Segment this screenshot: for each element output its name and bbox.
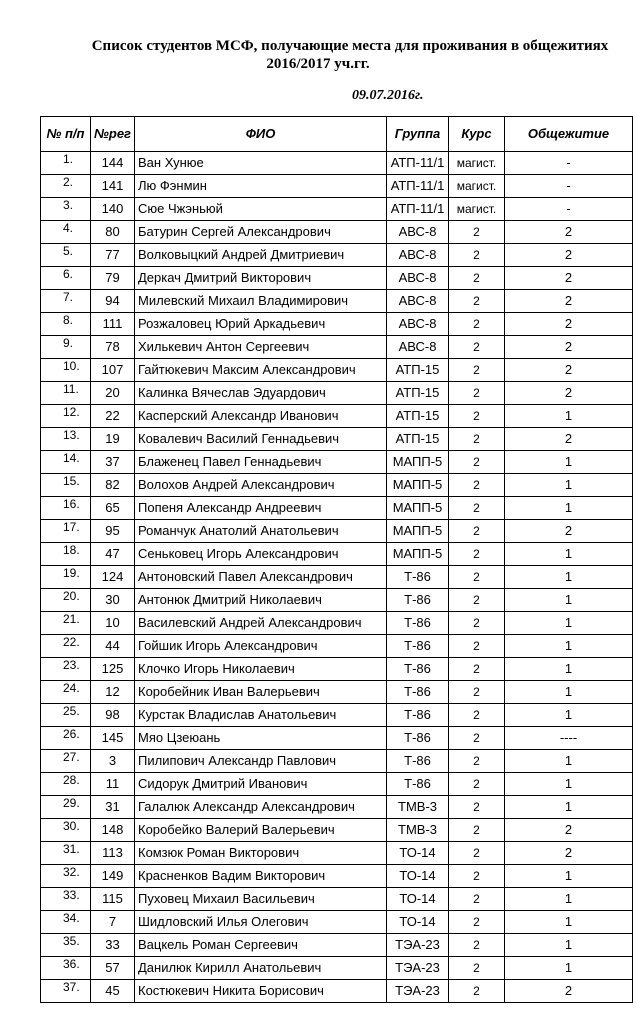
row-number: 30.: [41, 819, 91, 842]
row-group: ТЭА-23: [387, 980, 449, 1003]
row-group: Т-86: [387, 612, 449, 635]
row-group: Т-86: [387, 750, 449, 773]
row-number: 17.: [41, 520, 91, 543]
row-number: 36.: [41, 957, 91, 980]
row-reg: 12: [91, 681, 135, 704]
row-group: ТМВ-3: [387, 796, 449, 819]
row-dorm: 2: [505, 819, 633, 842]
row-dorm: 2: [505, 980, 633, 1003]
row-number: 24.: [41, 681, 91, 704]
row-course: 2: [449, 888, 505, 911]
row-reg: 125: [91, 658, 135, 681]
row-number: 5.: [41, 244, 91, 267]
row-course: 2: [449, 750, 505, 773]
row-dorm: 1: [505, 934, 633, 957]
document-title-line2: 2016/2017 уч.гг.: [266, 56, 370, 72]
row-course: 2: [449, 405, 505, 428]
row-dorm: 1: [505, 405, 633, 428]
row-number: 34.: [41, 911, 91, 934]
row-course: 2: [449, 658, 505, 681]
row-dorm: 1: [505, 474, 633, 497]
row-course: 2: [449, 382, 505, 405]
row-reg: 57: [91, 957, 135, 980]
col-header-reg: №рег: [91, 117, 135, 152]
row-group: ТМВ-3: [387, 819, 449, 842]
row-fio: Сидорук Дмитрий Иванович: [135, 773, 387, 796]
row-fio: Пуховец Михаил Васильевич: [135, 888, 387, 911]
row-reg: 37: [91, 451, 135, 474]
row-dorm: 1: [505, 911, 633, 934]
row-reg: 19: [91, 428, 135, 451]
row-number: 20.: [41, 589, 91, 612]
row-reg: 11: [91, 773, 135, 796]
row-number: 4.: [41, 221, 91, 244]
row-fio: Хилькевич Антон Сергеевич: [135, 336, 387, 359]
col-header-number: № п/п: [41, 117, 91, 152]
row-fio: Коробейко Валерий Валерьевич: [135, 819, 387, 842]
row-fio: Данилюк Кирилл Анатольевич: [135, 957, 387, 980]
table-row: [41, 451, 633, 474]
row-number: 32.: [41, 865, 91, 888]
row-group: Т-86: [387, 773, 449, 796]
row-reg: 10: [91, 612, 135, 635]
table-row: [41, 313, 633, 336]
row-reg: 141: [91, 175, 135, 198]
row-number: 10.: [41, 359, 91, 382]
row-number: 18.: [41, 543, 91, 566]
row-group: ТЭА-23: [387, 957, 449, 980]
row-group: АВС-8: [387, 313, 449, 336]
table-row: [41, 474, 633, 497]
row-dorm: 2: [505, 267, 633, 290]
row-dorm: 2: [505, 382, 633, 405]
row-number: 14.: [41, 451, 91, 474]
row-dorm: 1: [505, 451, 633, 474]
row-dorm: 1: [505, 497, 633, 520]
row-reg: 115: [91, 888, 135, 911]
row-course: 2: [449, 221, 505, 244]
row-course: 2: [449, 773, 505, 796]
row-course: 2: [449, 612, 505, 635]
row-group: МАПП-5: [387, 451, 449, 474]
row-fio: Красненков Вадим Викторович: [135, 865, 387, 888]
row-dorm: 1: [505, 865, 633, 888]
row-dorm: 2: [505, 359, 633, 382]
row-course: магист.: [449, 198, 505, 221]
row-course: 2: [449, 589, 505, 612]
row-fio: Волковыцкий Андрей Дмитриевич: [135, 244, 387, 267]
table-row: [41, 704, 633, 727]
row-group: Т-86: [387, 635, 449, 658]
row-fio: Блаженец Павел Геннадьевич: [135, 451, 387, 474]
row-fio: Гойшик Игорь Александрович: [135, 635, 387, 658]
row-fio: Мяо Цзеюань: [135, 727, 387, 750]
col-header-dorm: Общежитие: [505, 117, 633, 152]
table-row: [41, 727, 633, 750]
row-fio: Антонюк Дмитрий Николаевич: [135, 589, 387, 612]
row-reg: 82: [91, 474, 135, 497]
row-reg: 47: [91, 543, 135, 566]
table-header-row: [41, 117, 633, 152]
table-row: [41, 980, 633, 1003]
row-dorm: 1: [505, 796, 633, 819]
row-course: 2: [449, 911, 505, 934]
row-reg: 65: [91, 497, 135, 520]
table-row: [41, 681, 633, 704]
row-course: 2: [449, 796, 505, 819]
row-dorm: 1: [505, 566, 633, 589]
row-reg: 95: [91, 520, 135, 543]
row-reg: 124: [91, 566, 135, 589]
row-reg: 20: [91, 382, 135, 405]
table-row: [41, 520, 633, 543]
row-fio: Пилипович Александр Павлович: [135, 750, 387, 773]
row-course: 2: [449, 681, 505, 704]
row-number: 35.: [41, 934, 91, 957]
row-dorm: 1: [505, 543, 633, 566]
row-number: 9.: [41, 336, 91, 359]
row-number: 6.: [41, 267, 91, 290]
row-fio: Волохов Андрей Александрович: [135, 474, 387, 497]
row-group: МАПП-5: [387, 497, 449, 520]
row-course: 2: [449, 336, 505, 359]
row-fio: Комзюк Роман Викторович: [135, 842, 387, 865]
row-number: 15.: [41, 474, 91, 497]
row-group: АВС-8: [387, 267, 449, 290]
col-header-course: Курс: [449, 117, 505, 152]
row-course: магист.: [449, 152, 505, 175]
row-fio: Ван Хунюе: [135, 152, 387, 175]
row-fio: Сеньковец Игорь Александрович: [135, 543, 387, 566]
row-number: 21.: [41, 612, 91, 635]
row-reg: 111: [91, 313, 135, 336]
row-reg: 98: [91, 704, 135, 727]
row-dorm: 1: [505, 635, 633, 658]
row-dorm: 2: [505, 428, 633, 451]
row-dorm: -: [505, 198, 633, 221]
row-reg: 7: [91, 911, 135, 934]
row-number: 31.: [41, 842, 91, 865]
row-reg: 80: [91, 221, 135, 244]
table-row: [41, 658, 633, 681]
row-dorm: 1: [505, 681, 633, 704]
row-reg: 22: [91, 405, 135, 428]
row-fio: Коробейник Иван Валерьевич: [135, 681, 387, 704]
row-reg: 79: [91, 267, 135, 290]
row-reg: 78: [91, 336, 135, 359]
row-fio: Василевский Андрей Александрович: [135, 612, 387, 635]
students-table: [40, 116, 633, 1003]
row-group: Т-86: [387, 658, 449, 681]
row-course: 2: [449, 819, 505, 842]
row-course: 2: [449, 451, 505, 474]
table-row: [41, 566, 633, 589]
row-fio: Курстак Владислав Анатольевич: [135, 704, 387, 727]
table-row: [41, 336, 633, 359]
row-dorm: -: [505, 152, 633, 175]
row-fio: Романчук Анатолий Анатольевич: [135, 520, 387, 543]
table-row: [41, 198, 633, 221]
row-reg: 31: [91, 796, 135, 819]
row-number: 11.: [41, 382, 91, 405]
row-fio: Касперский Александр Иванович: [135, 405, 387, 428]
row-fio: Калинка Вячеслав Эдуардович: [135, 382, 387, 405]
row-reg: 107: [91, 359, 135, 382]
row-group: ТЭА-23: [387, 934, 449, 957]
row-fio: Вацкель Роман Сергеевич: [135, 934, 387, 957]
row-dorm: 1: [505, 704, 633, 727]
row-number: 33.: [41, 888, 91, 911]
row-reg: 44: [91, 635, 135, 658]
row-group: МАПП-5: [387, 520, 449, 543]
row-group: Т-86: [387, 566, 449, 589]
table-row: [41, 382, 633, 405]
row-reg: 33: [91, 934, 135, 957]
row-group: ТО-14: [387, 888, 449, 911]
row-course: 2: [449, 359, 505, 382]
row-dorm: 2: [505, 313, 633, 336]
table-row: [41, 221, 633, 244]
row-dorm: 2: [505, 842, 633, 865]
row-dorm: 2: [505, 336, 633, 359]
row-group: ТО-14: [387, 911, 449, 934]
row-course: 2: [449, 566, 505, 589]
row-reg: 30: [91, 589, 135, 612]
row-group: АВС-8: [387, 221, 449, 244]
row-group: Т-86: [387, 681, 449, 704]
row-number: 19.: [41, 566, 91, 589]
table-row: [41, 911, 633, 934]
row-group: АТП-15: [387, 382, 449, 405]
row-number: 25.: [41, 704, 91, 727]
document-date: 09.07.2016г.: [352, 88, 424, 103]
row-fio: Милевский Михаил Владимирович: [135, 290, 387, 313]
row-reg: 148: [91, 819, 135, 842]
row-course: 2: [449, 934, 505, 957]
row-course: 2: [449, 474, 505, 497]
row-reg: 3: [91, 750, 135, 773]
table-row: [41, 750, 633, 773]
row-course: 2: [449, 267, 505, 290]
table-row: [41, 244, 633, 267]
row-course: 2: [449, 635, 505, 658]
table-row: [41, 842, 633, 865]
row-number: 28.: [41, 773, 91, 796]
row-course: 2: [449, 543, 505, 566]
row-group: АВС-8: [387, 336, 449, 359]
table-row: [41, 796, 633, 819]
table-row: [41, 359, 633, 382]
row-dorm: 1: [505, 589, 633, 612]
row-reg: 149: [91, 865, 135, 888]
table-row: [41, 865, 633, 888]
table-row: [41, 405, 633, 428]
row-fio: Ковалевич Василий Геннадьевич: [135, 428, 387, 451]
row-course: 2: [449, 727, 505, 750]
row-course: 2: [449, 244, 505, 267]
row-reg: 94: [91, 290, 135, 313]
row-course: 2: [449, 842, 505, 865]
row-number: 7.: [41, 290, 91, 313]
row-fio: Клочко Игорь Николаевич: [135, 658, 387, 681]
col-header-fio: ФИО: [135, 117, 387, 152]
row-group: ТО-14: [387, 865, 449, 888]
row-fio: Розжаловец Юрий Аркадьевич: [135, 313, 387, 336]
table-row: [41, 267, 633, 290]
row-group: АТП-15: [387, 359, 449, 382]
table-row: [41, 888, 633, 911]
table-row: [41, 290, 633, 313]
row-fio: Сюе Чжэньюй: [135, 198, 387, 221]
row-group: Т-86: [387, 727, 449, 750]
row-group: Т-86: [387, 704, 449, 727]
table-row: [41, 819, 633, 842]
row-reg: 145: [91, 727, 135, 750]
row-dorm: 1: [505, 612, 633, 635]
row-course: 2: [449, 980, 505, 1003]
row-dorm: 1: [505, 658, 633, 681]
row-number: 27.: [41, 750, 91, 773]
row-dorm: 2: [505, 221, 633, 244]
row-fio: Галалюк Александр Александрович: [135, 796, 387, 819]
row-group: АВС-8: [387, 244, 449, 267]
row-number: 26.: [41, 727, 91, 750]
row-group: ТО-14: [387, 842, 449, 865]
row-dorm: 2: [505, 520, 633, 543]
row-reg: 45: [91, 980, 135, 1003]
row-fio: Батурин Сергей Александрович: [135, 221, 387, 244]
row-course: 2: [449, 428, 505, 451]
row-course: 2: [449, 290, 505, 313]
row-number: 12.: [41, 405, 91, 428]
row-dorm: 1: [505, 957, 633, 980]
row-number: 1.: [41, 152, 91, 175]
row-fio: Деркач Дмитрий Викторович: [135, 267, 387, 290]
row-reg: 144: [91, 152, 135, 175]
row-course: 2: [449, 520, 505, 543]
row-number: 29.: [41, 796, 91, 819]
row-reg: 140: [91, 198, 135, 221]
table-row: [41, 957, 633, 980]
row-course: 2: [449, 957, 505, 980]
table-row: [41, 773, 633, 796]
row-number: 13.: [41, 428, 91, 451]
table-row: [41, 428, 633, 451]
row-dorm: 2: [505, 244, 633, 267]
col-header-group: Группа: [387, 117, 449, 152]
row-reg: 77: [91, 244, 135, 267]
row-group: МАПП-5: [387, 474, 449, 497]
table-row: [41, 175, 633, 198]
row-number: 2.: [41, 175, 91, 198]
row-number: 22.: [41, 635, 91, 658]
row-group: АТП-15: [387, 428, 449, 451]
row-number: 3.: [41, 198, 91, 221]
table-row: [41, 635, 633, 658]
table-row: [41, 152, 633, 175]
table-row: [41, 589, 633, 612]
row-fio: Попеня Александр Андреевич: [135, 497, 387, 520]
row-group: АТП-15: [387, 405, 449, 428]
row-fio: Гайтюкевич Максим Александрович: [135, 359, 387, 382]
row-fio: Шидловский Илья Олегович: [135, 911, 387, 934]
row-dorm: 1: [505, 750, 633, 773]
table-row: [41, 612, 633, 635]
row-number: 37.: [41, 980, 91, 1003]
row-dorm: 2: [505, 290, 633, 313]
row-course: 2: [449, 865, 505, 888]
row-course: 2: [449, 313, 505, 336]
row-number: 8.: [41, 313, 91, 336]
row-fio: Костюкевич Никита Борисович: [135, 980, 387, 1003]
row-dorm: 1: [505, 888, 633, 911]
row-course: 2: [449, 497, 505, 520]
row-dorm: ----: [505, 727, 633, 750]
row-number: 16.: [41, 497, 91, 520]
row-fio: Антоновский Павел Александрович: [135, 566, 387, 589]
row-group: МАПП-5: [387, 543, 449, 566]
row-dorm: -: [505, 175, 633, 198]
document-title-line1: Список студентов МСФ, получающие места для проживания в общежитиях: [91, 38, 609, 54]
row-number: 23.: [41, 658, 91, 681]
row-group: АТП-11/1: [387, 152, 449, 175]
row-course: магист.: [449, 175, 505, 198]
row-group: АТП-11/1: [387, 175, 449, 198]
table-row: [41, 543, 633, 566]
row-dorm: 1: [505, 773, 633, 796]
row-fio: Лю Фэнмин: [135, 175, 387, 198]
table-row: [41, 497, 633, 520]
row-group: АВС-8: [387, 290, 449, 313]
row-reg: 113: [91, 842, 135, 865]
row-group: АТП-11/1: [387, 198, 449, 221]
row-course: 2: [449, 704, 505, 727]
table-row: [41, 934, 633, 957]
row-group: Т-86: [387, 589, 449, 612]
